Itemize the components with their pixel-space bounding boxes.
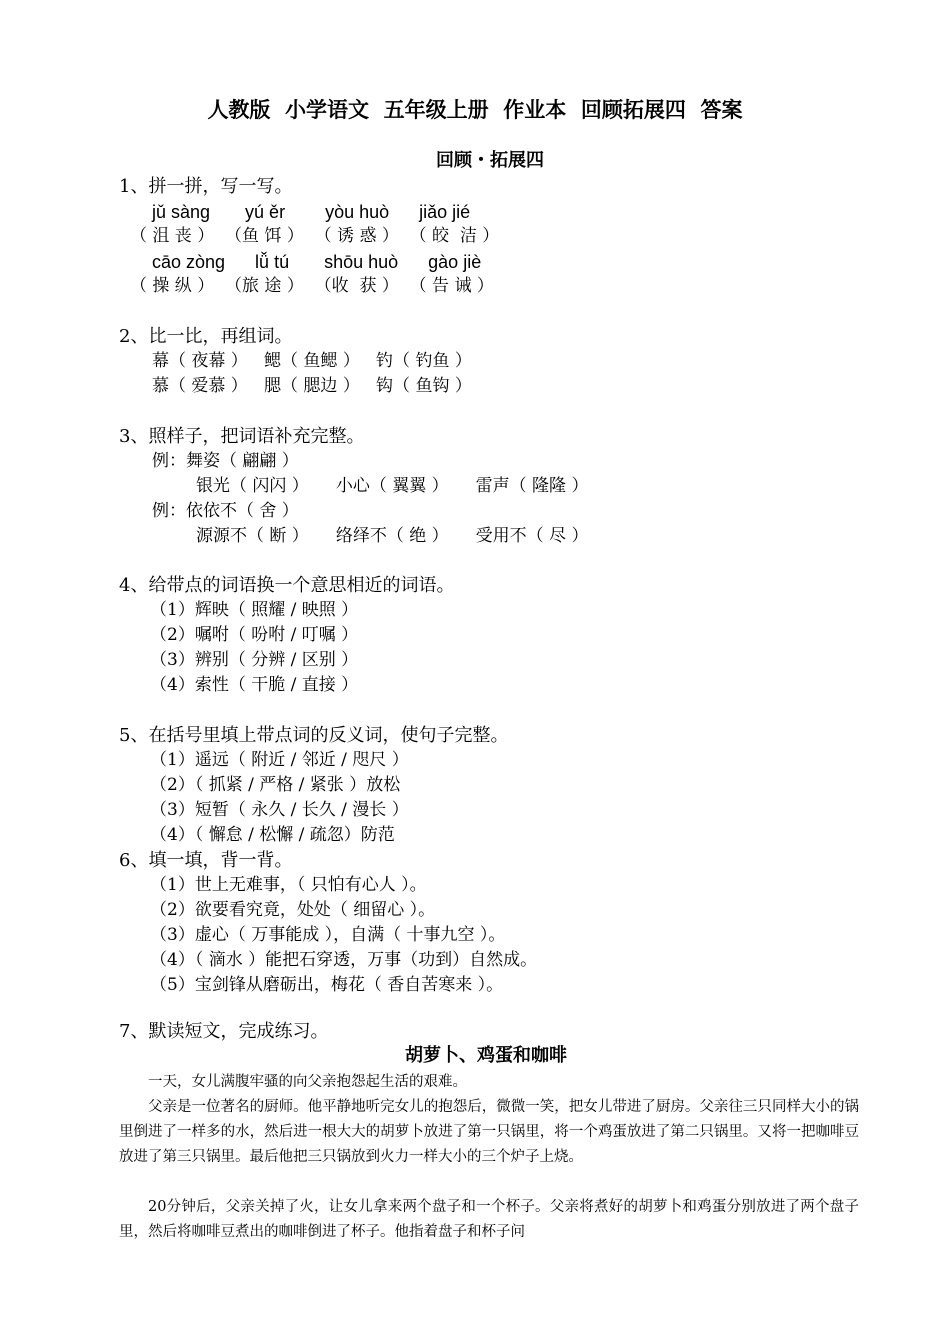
q4-item: （4）索性（ 干脆 / 直接 ） [150,675,359,695]
q6-item: （3）虚心（ 万事能成 ），自满（ 十事九空 ）。 [150,925,506,945]
q3-example1: 例：舞姿（ 翩翩 ） [152,451,299,471]
q4-item: （3）辨别（ 分辨 / 区别 ） [150,650,359,670]
q6-item: （2）欲要看究竟，处处（ 细留心 ）。 [150,900,436,920]
q4-item: （2）嘱咐（ 吩咐 / 叮嘱 ） [150,625,359,645]
q7-heading: 7、默读短文，完成练习。 [119,1021,329,1042]
q1-pinyin-row2: cāo zòng lǚ tú shōu huò gào jiè [152,252,482,272]
story-title: 胡萝卜、鸡蛋和咖啡 [405,1045,567,1066]
q4-item: （1）辉映（ 照耀 / 映照 ） [150,600,359,620]
q6-item: （5）宝剑锋从磨砺出，梅花（ 香自苦寒来 ）。 [150,975,504,995]
q3-row2: 源源不（ 断 ） 络绎不（ 绝 ） 受用不（ 尽 ） [196,526,589,546]
q2-row2: 慕（ 爱慕 ） 腮（ 腮边 ） 钩（ 鱼钩 ） [152,376,472,396]
q3-heading: 3、照样子，把词语补充完整。 [119,426,365,447]
story-paragraph: 20分钟后，父亲关掉了火，让女儿拿来两个盘子和一个杯子。父亲将煮好的胡萝卜和鸡蛋分别放进了两个盘子里，然后将咖啡豆煮出的咖啡倒进了杯子。他指着盘子和杯子问 [119,1199,859,1240]
q2-row1: 幕（ 夜幕 ） 鳃（ 鱼鳃 ） 钓（ 钓鱼 ） [152,351,472,371]
document-title: 人教版 小学语文 五年级上册 作业本 回顾拓展四 答案 [207,98,743,122]
q5-item: （3）短暂（ 永久 / 长久 / 漫长 ） [150,800,409,820]
q1-heading: 1、拼一拼，写一写。 [119,176,293,197]
q5-heading: 5、在括号里填上带点词的反义词，使句子完整。 [119,725,509,746]
story-paragraph: 父亲是一位著名的厨师。他平静地听完女儿的抱怨后，微微一笑，把女儿带进了厨房。父亲往三只同样大小的锅里倒进了一样多的水，然后进一根大大的胡萝卜放进了第一只锅里，将一个鸡蛋放进了第二只锅里。又将一把咖啡豆放进了第三只锅里。最后他把三只锅放到火力一样大小的三个炉子上烧。 [119,1099,859,1165]
q5-item: （4）（ 懈怠 / 松懈 / 疏忽）防范 [150,825,395,845]
q2-heading: 2、比一比，再组词。 [119,326,293,347]
q5-item: （1）遥远（ 附近 / 邻近 / 咫尺 ） [150,750,409,770]
q1-answer-row2: （ 操 纵 ） （旅 途 ） （收 获 ） （ 告 诫 ） [130,276,494,296]
q3-example2: 例：依依不（ 舍 ） [152,501,299,521]
q4-heading: 4、给带点的词语换一个意思相近的词语。 [119,575,455,596]
q1-pinyin-row1: jǔ sàng yú ěr yòu huò jiǎo jié [152,202,471,222]
q6-item: （1）世上无难事，（ 只怕有心人 ）。 [150,875,427,895]
q3-row1: 银光（ 闪闪 ） 小心（ 翼翼 ） 雷声（ 隆隆 ） [196,476,589,496]
q5-item: （2）（ 抓紧 / 严格 / 紧张 ）放松 [150,775,401,795]
q1-answer-row1: （ 沮 丧 ） （鱼 饵 ） （ 诱 惑 ） （ 皎 洁 ） [130,226,500,246]
q6-heading: 6、填一填，背一背。 [119,850,293,871]
story-paragraph: 一天，女儿满腹牢骚的向父亲抱怨起生活的艰难。 [148,1074,467,1090]
section-subtitle: 回顾・拓展四 [436,150,544,171]
q6-item: （4）（ 滴水 ）能把石穿透，万事（功到）自然成。 [150,950,538,970]
